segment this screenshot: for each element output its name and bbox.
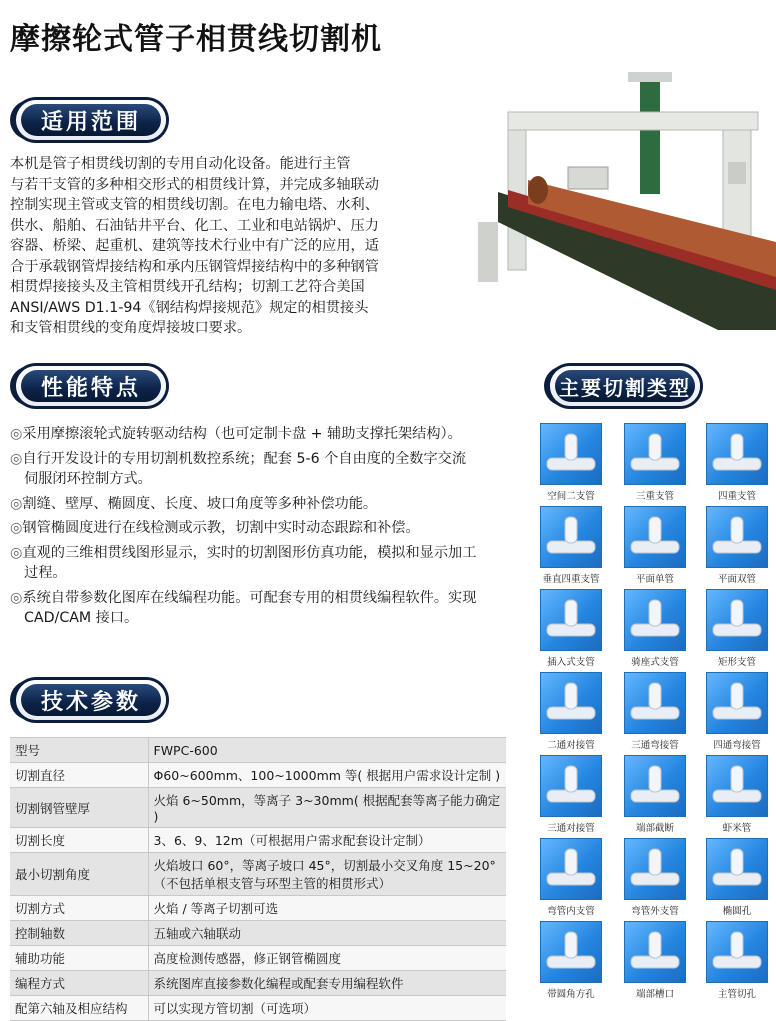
spec-row [10, 788, 506, 828]
spec-row [10, 828, 506, 853]
feature-item [10, 449, 480, 490]
pipe-joint-icon [540, 589, 602, 651]
pipe-joint-icon [706, 423, 768, 485]
spec-value: 高度检测传感器，修正钢管椭圆度 [148, 946, 506, 971]
cut-type-item [624, 921, 686, 1000]
pipe-joint-icon [706, 672, 768, 734]
spec-row [10, 738, 506, 763]
cut-type-label: 弯管内支管 [547, 906, 595, 917]
feature-list [10, 424, 480, 633]
bullet-icon: ◎ [10, 426, 23, 442]
pipe-joint-icon [540, 506, 602, 568]
cut-type-item [540, 589, 602, 668]
scope-line: 和支管相贯线的变角度焊接坡口要求。 [10, 320, 252, 336]
cut-type-label: 垂直四重支管 [542, 574, 600, 585]
scope-line: 相贯焊接接头及主管相贯线开孔结构；切割工艺符合美国 [10, 279, 365, 295]
pipe-joint-icon [706, 506, 768, 568]
cut-type-label: 端部槽口 [635, 989, 674, 1000]
feature-item [10, 424, 480, 445]
bullet-icon: ◎ [10, 495, 23, 512]
pipe-joint-icon [540, 921, 602, 983]
cut-type-item [540, 506, 602, 585]
cut-type-label: 平面单管 [635, 574, 674, 585]
cut-type-item [706, 755, 768, 834]
pipe-joint-icon [624, 838, 686, 900]
feature-text: 钢管椭圆度进行在线检测或示教，切割中实时动态跟踪和补偿。 [22, 520, 420, 536]
pipe-joint-icon [624, 755, 686, 817]
feature-item [10, 518, 480, 539]
spec-key: 辅助功能 [10, 946, 148, 971]
cut-type-label: 空间二支管 [547, 491, 595, 502]
pipe-joint-icon [706, 589, 768, 651]
pipe-joint-icon [624, 589, 686, 651]
cut-type-item [706, 589, 768, 668]
cut-type-label: 弯管外支管 [631, 906, 679, 917]
feature-text: 采用摩擦滚轮式旋转驱动结构（也可定制卡盘 + 辅助支撑托架结构）。 [22, 426, 462, 442]
spec-table [10, 737, 506, 1021]
cut-type-item [624, 589, 686, 668]
cut-type-item [706, 921, 768, 1000]
cut-type-label: 四重支管 [717, 491, 756, 502]
pipe-joint-icon [540, 755, 602, 817]
cut-type-item [540, 755, 602, 834]
scope-line: 本机是管子相贯线切割的专用自动化设备。能进行主管 [10, 156, 351, 172]
cut-type-label: 二通对接管 [547, 740, 595, 751]
section-specs: 技术参数 [16, 680, 166, 720]
spec-value: 3、6、9、12m（可根据用户需求配套设计定制） [148, 828, 506, 853]
spec-row [10, 996, 506, 1021]
cut-type-label: 四通弯接管 [713, 740, 761, 751]
cut-type-label: 虾米管 [722, 823, 752, 834]
cut-type-item [624, 506, 686, 585]
spec-row [10, 763, 506, 788]
pipe-joint-icon [706, 921, 768, 983]
page-title: 摩擦轮式管子相贯线切割机 [10, 22, 382, 57]
scope-line: ANSI/AWS D1.1-94《钢结构焊接规范》规定的相贯接头 [10, 299, 369, 316]
feature-text: 割缝、壁厚、椭圆度、长度、坡口角度等多种补偿功能。 [22, 495, 378, 512]
cut-type-item [706, 506, 768, 585]
feature-text: 系统自带参数化图库在线编程功能。可配套专用的相贯线编程软件。实现 CAD/CAM 接口。 [22, 589, 477, 626]
cut-type-label: 平面双管 [717, 574, 756, 585]
spec-value: Φ60~600mm、100~1000mm 等( 根据用户需求设计定制 ) [148, 763, 506, 788]
cut-type-item [624, 755, 686, 834]
cut-type-item [706, 838, 768, 917]
spec-key: 配第六轴及相应结构 [10, 996, 148, 1021]
cut-type-label: 带圆角方孔 [547, 989, 595, 1000]
cut-type-item [706, 672, 768, 751]
spec-key: 切割长度 [10, 828, 148, 853]
cut-type-label: 椭圆孔 [722, 906, 752, 917]
pipe-joint-icon [706, 838, 768, 900]
spec-key: 切割直径 [10, 763, 148, 788]
pipe-joint-icon [540, 423, 602, 485]
cut-type-label: 三通弯接管 [631, 740, 679, 751]
pipe-joint-icon [624, 506, 686, 568]
spec-row [10, 853, 506, 896]
spec-key: 最小切割角度 [10, 853, 148, 896]
spec-value: FWPC-600 [148, 738, 506, 763]
feature-item [10, 494, 480, 515]
spec-row [10, 896, 506, 921]
pipe-joint-icon [540, 672, 602, 734]
bullet-icon: ◎ [10, 520, 23, 536]
pipe-joint-icon [624, 921, 686, 983]
spec-row [10, 946, 506, 971]
scope-line: 容器、桥梁、起重机、建筑等技术行业中有广泛的应用，适 [10, 238, 379, 254]
pipe-joint-icon [624, 423, 686, 485]
spec-key: 型号 [10, 738, 148, 763]
cut-type-label: 三重支管 [635, 491, 674, 502]
pipe-joint-icon [540, 838, 602, 900]
cut-type-item [540, 838, 602, 917]
scope-line: 与若干支管的多种相交形式的相贯线计算，并完成多轴联动 [10, 176, 379, 193]
scope-line: 合于承载钢管焊接结构和承内压钢管焊接结构中的多种钢管 [10, 258, 379, 275]
spec-key: 控制轴数 [10, 921, 148, 946]
cut-type-item [624, 672, 686, 751]
feature-item [10, 543, 480, 584]
spec-value: 可以实现方管切割（可选项） [148, 996, 506, 1021]
bullet-icon: ◎ [10, 544, 23, 561]
feature-text: 直观的三维相贯线图形显示，实时的切割图形仿真功能，模拟和显示加工过程。 [22, 544, 477, 581]
spec-value: 火焰 6~50mm，等离子 3~30mm( 根据配套等离子能力确定 ) [148, 788, 506, 828]
cut-type-item [624, 838, 686, 917]
pipe-joint-icon [624, 672, 686, 734]
section-scope: 适用范围 [16, 100, 166, 140]
spec-row [10, 921, 506, 946]
feature-item [10, 588, 480, 629]
feature-text: 自行开发设计的专用切割机数控系统；配套 5-6 个自由度的全数字交流伺服闭环控制方式。 [22, 450, 467, 487]
scope-paragraph [10, 154, 480, 339]
spec-key: 切割钢管壁厚 [10, 788, 148, 828]
bullet-icon: ◎ [10, 450, 23, 467]
section-types: 主要切割类型 [550, 366, 700, 406]
scope-line: 供水、船舶、石油钻井平台、化工、工业和电站锅炉、压力 [10, 217, 379, 234]
bullet-icon: ◎ [10, 589, 23, 606]
cut-type-label: 插入式支管 [547, 657, 595, 668]
spec-value: 火焰 / 等离子切割可选 [148, 896, 506, 921]
spec-key: 编程方式 [10, 971, 148, 996]
cut-type-item [540, 921, 602, 1000]
cut-type-item [624, 423, 686, 502]
cut-type-label: 三通对接管 [547, 823, 595, 834]
scope-line: 控制实现主管或支管的相贯线切割。在电力输电塔、水利、 [10, 197, 379, 213]
pipe-joint-icon [706, 755, 768, 817]
cut-type-label: 端部截断 [635, 823, 674, 834]
spec-key: 切割方式 [10, 896, 148, 921]
section-features: 性能特点 [16, 366, 166, 406]
cut-type-label: 矩形支管 [717, 657, 756, 668]
spec-row [10, 971, 506, 996]
spec-value: 系统图库直接参数化编程或配套专用编程软件 [148, 971, 506, 996]
spec-value: 五轴或六轴联动 [148, 921, 506, 946]
cut-type-label: 主管切孔 [717, 989, 756, 1000]
cut-type-item [540, 672, 602, 751]
cut-type-item [706, 423, 768, 502]
machine-photo [478, 72, 776, 330]
cut-type-item [540, 423, 602, 502]
cut-type-label: 骑座式支管 [631, 657, 679, 668]
spec-value: 火焰坡口 60°，等离子坡口 45°，切割最小交叉角度 15~20°（不包括单根支管与环型主管的相贯形式） [148, 853, 506, 896]
